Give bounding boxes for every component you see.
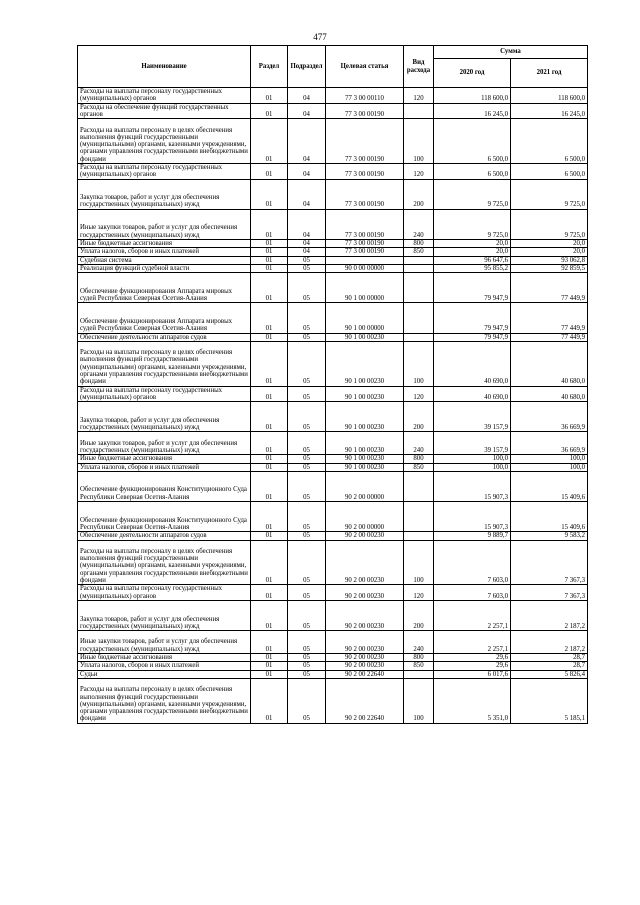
row-sum-2021-cell: 16 245,0 xyxy=(511,103,588,119)
row-name-cell: Судьи xyxy=(78,670,251,678)
row-expense-type-cell: 800 xyxy=(404,239,434,247)
row-expense-type-cell xyxy=(404,333,434,341)
row-sum-2021-cell: 20,0 xyxy=(511,239,588,247)
table-row xyxy=(78,654,588,662)
row-target-cell: 90 2 00 00230 xyxy=(326,631,404,654)
table-row xyxy=(78,631,588,654)
row-name-cell: Расходы на выплаты персоналу в целях обеспечения выполнения функций государственными (муниципальными) органами, казенными учреждениями, органами управления государственными внебюджетными фондами xyxy=(78,341,251,386)
header-expense-type: Вид расхода xyxy=(404,46,434,88)
row-sum-2021-cell: 6 500,0 xyxy=(511,119,588,164)
row-sum-2021-cell: 28,7 xyxy=(511,654,588,662)
table-row xyxy=(78,119,588,164)
row-sum-2020-cell: 9 889,7 xyxy=(434,532,511,540)
row-podrazdel-cell: 05 xyxy=(288,662,326,670)
header-year-2021: 2021 год xyxy=(511,59,588,88)
row-podrazdel-cell: 04 xyxy=(288,163,326,179)
row-sum-2020-cell: 29,6 xyxy=(434,654,511,662)
row-sum-2021-cell: 5 185,1 xyxy=(511,678,588,723)
row-podrazdel-cell: 05 xyxy=(288,471,326,501)
table-row xyxy=(78,248,588,256)
row-sum-2021-cell: 77 449,9 xyxy=(511,333,588,341)
header-target-article: Целевая статья xyxy=(326,46,404,88)
row-target-cell: 90 1 00 00230 xyxy=(326,386,404,402)
row-razdel-cell: 01 xyxy=(251,471,288,501)
table-row xyxy=(78,402,588,432)
row-podrazdel-cell: 05 xyxy=(288,264,326,272)
row-sum-2021-cell: 92 859,5 xyxy=(511,264,588,272)
row-target-cell: 90 1 00 00000 xyxy=(326,273,404,303)
row-sum-2021-cell: 36 669,9 xyxy=(511,402,588,432)
row-podrazdel-cell: 05 xyxy=(288,678,326,723)
row-target-cell: 77 3 00 00110 xyxy=(326,88,404,104)
row-expense-type-cell: 100 xyxy=(404,341,434,386)
table-row xyxy=(78,103,588,119)
row-expense-type-cell xyxy=(404,532,434,540)
row-expense-type-cell: 240 xyxy=(404,432,434,455)
row-sum-2021-cell: 77 449,9 xyxy=(511,303,588,333)
row-target-cell: 90 1 00 00230 xyxy=(326,455,404,463)
table-row xyxy=(78,256,588,264)
header-podrazdel: Подраздел xyxy=(288,46,326,88)
row-sum-2020-cell: 79 947,9 xyxy=(434,303,511,333)
row-razdel-cell: 01 xyxy=(251,209,288,239)
row-sum-2021-cell: 15 409,6 xyxy=(511,471,588,501)
row-podrazdel-cell: 04 xyxy=(288,119,326,164)
row-razdel-cell: 01 xyxy=(251,264,288,272)
row-expense-type-cell: 120 xyxy=(404,386,434,402)
row-target-cell: 90 1 00 00230 xyxy=(326,463,404,471)
row-sum-2020-cell: 100,0 xyxy=(434,463,511,471)
row-razdel-cell: 01 xyxy=(251,662,288,670)
header-sum: Сумма xyxy=(434,46,588,59)
row-target-cell: 77 3 00 00190 xyxy=(326,103,404,119)
row-expense-type-cell: 100 xyxy=(404,678,434,723)
row-target-cell: 90 2 00 00000 xyxy=(326,471,404,501)
table-row xyxy=(78,600,588,630)
row-razdel-cell: 01 xyxy=(251,402,288,432)
row-target-cell: 90 1 00 00230 xyxy=(326,432,404,455)
table-row xyxy=(78,273,588,303)
row-sum-2020-cell: 39 157,9 xyxy=(434,432,511,455)
row-name-cell: Обеспечение функционирования Аппарата мировых судей Республики Северная Осетия-Алания xyxy=(78,273,251,303)
row-target-cell: 77 3 00 00190 xyxy=(326,119,404,164)
row-expense-type-cell: 120 xyxy=(404,88,434,104)
row-target-cell: 90 0 00 00000 xyxy=(326,264,404,272)
row-target-cell: 77 3 00 00190 xyxy=(326,239,404,247)
row-razdel-cell: 01 xyxy=(251,670,288,678)
row-sum-2021-cell: 40 680,0 xyxy=(511,386,588,402)
row-sum-2020-cell: 40 690,0 xyxy=(434,341,511,386)
row-name-cell: Расходы на выплаты персоналу в целях обеспечения выполнения функций государственными (муниципальными) органами, казенными учреждениями, органами управления государственными внебюджетными фондами xyxy=(78,119,251,164)
row-expense-type-cell xyxy=(404,256,434,264)
table-row xyxy=(78,303,588,333)
row-razdel-cell: 01 xyxy=(251,239,288,247)
table-body xyxy=(78,88,588,724)
row-name-cell: Обеспечение функционирования Конституционного Суда Республики Северная Осетия-Алания xyxy=(78,471,251,501)
table-row xyxy=(78,471,588,501)
row-sum-2021-cell: 2 187,2 xyxy=(511,631,588,654)
row-expense-type-cell xyxy=(404,670,434,678)
row-target-cell: 77 3 00 00190 xyxy=(326,179,404,209)
table-row xyxy=(78,455,588,463)
row-sum-2021-cell: 9 725,0 xyxy=(511,179,588,209)
row-expense-type-cell: 120 xyxy=(404,585,434,601)
row-sum-2021-cell: 6 500,0 xyxy=(511,163,588,179)
row-razdel-cell: 01 xyxy=(251,303,288,333)
table-row xyxy=(78,432,588,455)
row-name-cell: Закупка товаров, работ и услуг для обеспечения государственных (муниципальных) нужд xyxy=(78,179,251,209)
row-sum-2021-cell: 40 680,0 xyxy=(511,341,588,386)
row-razdel-cell: 01 xyxy=(251,163,288,179)
row-podrazdel-cell: 05 xyxy=(288,670,326,678)
row-razdel-cell: 01 xyxy=(251,502,288,532)
row-target-cell: 90 1 00 00230 xyxy=(326,333,404,341)
row-target-cell: 90 2 00 22640 xyxy=(326,670,404,678)
row-podrazdel-cell: 05 xyxy=(288,303,326,333)
row-razdel-cell: 01 xyxy=(251,432,288,455)
table-row xyxy=(78,585,588,601)
row-podrazdel-cell: 05 xyxy=(288,585,326,601)
table-row xyxy=(78,502,588,532)
row-sum-2020-cell: 20,0 xyxy=(434,239,511,247)
header-name: Наименование xyxy=(78,46,251,88)
row-target-cell: 90 2 00 00230 xyxy=(326,600,404,630)
row-podrazdel-cell: 05 xyxy=(288,455,326,463)
table-row xyxy=(78,678,588,723)
row-expense-type-cell: 200 xyxy=(404,402,434,432)
table-row xyxy=(78,179,588,209)
row-razdel-cell: 01 xyxy=(251,455,288,463)
row-razdel-cell: 01 xyxy=(251,256,288,264)
row-podrazdel-cell: 05 xyxy=(288,432,326,455)
row-name-cell: Иные закупки товаров, работ и услуг для обеспечения государственных (муниципальных) нужд xyxy=(78,432,251,455)
row-target-cell: 90 1 00 00000 xyxy=(326,303,404,333)
row-sum-2020-cell: 79 947,9 xyxy=(434,333,511,341)
row-sum-2020-cell: 96 647,6 xyxy=(434,256,511,264)
row-razdel-cell: 01 xyxy=(251,654,288,662)
table-row xyxy=(78,670,588,678)
row-sum-2021-cell: 93 062,8 xyxy=(511,256,588,264)
row-name-cell: Расходы на выплаты персоналу в целях обеспечения выполнения функций государственными (муниципальными) органами, казенными учреждениями, органами управления государственными внебюджетными фондами xyxy=(78,540,251,585)
row-sum-2020-cell: 7 603,0 xyxy=(434,540,511,585)
row-sum-2021-cell: 118 600,0 xyxy=(511,88,588,104)
row-name-cell: Иные бюджетные ассигнования xyxy=(78,654,251,662)
row-razdel-cell: 01 xyxy=(251,532,288,540)
row-name-cell: Расходы на обеспечение функций государственных органов xyxy=(78,103,251,119)
row-podrazdel-cell: 04 xyxy=(288,248,326,256)
row-sum-2021-cell: 9 583,2 xyxy=(511,532,588,540)
row-podrazdel-cell: 05 xyxy=(288,333,326,341)
row-expense-type-cell: 800 xyxy=(404,455,434,463)
row-expense-type-cell xyxy=(404,273,434,303)
row-sum-2020-cell: 5 351,0 xyxy=(434,678,511,723)
row-name-cell: Иные закупки товаров, работ и услуг для обеспечения государственных (муниципальных) нужд xyxy=(78,209,251,239)
row-expense-type-cell: 850 xyxy=(404,248,434,256)
table-row xyxy=(78,386,588,402)
row-razdel-cell: 01 xyxy=(251,600,288,630)
row-sum-2020-cell: 2 257,1 xyxy=(434,600,511,630)
row-expense-type-cell: 120 xyxy=(404,163,434,179)
row-sum-2021-cell: 100,0 xyxy=(511,463,588,471)
budget-table xyxy=(77,45,588,724)
row-razdel-cell: 01 xyxy=(251,678,288,723)
header-razdel: Раздел xyxy=(251,46,288,88)
row-name-cell: Уплата налогов, сборов и иных платежей xyxy=(78,248,251,256)
row-sum-2020-cell: 6 500,0 xyxy=(434,163,511,179)
row-expense-type-cell xyxy=(404,471,434,501)
row-expense-type-cell: 100 xyxy=(404,540,434,585)
row-name-cell: Реализация функций судебной власти xyxy=(78,264,251,272)
row-razdel-cell: 01 xyxy=(251,248,288,256)
row-podrazdel-cell: 05 xyxy=(288,532,326,540)
row-target-cell: 77 3 00 00190 xyxy=(326,248,404,256)
row-expense-type-cell: 240 xyxy=(404,209,434,239)
row-razdel-cell: 01 xyxy=(251,463,288,471)
row-target-cell: 90 2 00 00230 xyxy=(326,532,404,540)
row-target-cell: 77 3 00 00190 xyxy=(326,209,404,239)
row-name-cell: Расходы на выплаты персоналу государственных (муниципальных) органов xyxy=(78,88,251,104)
row-target-cell: 90 2 00 00230 xyxy=(326,654,404,662)
row-expense-type-cell xyxy=(404,502,434,532)
row-podrazdel-cell: 05 xyxy=(288,654,326,662)
table-row xyxy=(78,333,588,341)
row-expense-type-cell xyxy=(404,303,434,333)
row-sum-2021-cell: 5 826,4 xyxy=(511,670,588,678)
row-name-cell: Закупка товаров, работ и услуг для обеспечения государственных (муниципальных) нужд xyxy=(78,402,251,432)
row-name-cell: Обеспечение деятельности аппаратов судов xyxy=(78,532,251,540)
row-target-cell: 90 2 00 00000 xyxy=(326,502,404,532)
row-name-cell: Расходы на выплаты персоналу государственных (муниципальных) органов xyxy=(78,585,251,601)
row-sum-2020-cell: 39 157,9 xyxy=(434,402,511,432)
row-name-cell: Обеспечение функционирования Аппарата мировых судей Республики Северная Осетия-Алания xyxy=(78,303,251,333)
row-sum-2020-cell: 79 947,9 xyxy=(434,273,511,303)
table-row xyxy=(78,341,588,386)
row-name-cell: Обеспечение функционирования Конституционного Суда Республики Северная Осетия-Алания xyxy=(78,502,251,532)
row-expense-type-cell xyxy=(404,103,434,119)
row-target-cell xyxy=(326,256,404,264)
row-podrazdel-cell: 05 xyxy=(288,540,326,585)
row-podrazdel-cell: 05 xyxy=(288,463,326,471)
row-name-cell: Иные бюджетные ассигнования xyxy=(78,455,251,463)
row-podrazdel-cell: 05 xyxy=(288,273,326,303)
row-expense-type-cell xyxy=(404,264,434,272)
page-number: 477 xyxy=(313,32,327,42)
row-expense-type-cell: 200 xyxy=(404,600,434,630)
table-row xyxy=(78,88,588,104)
row-razdel-cell: 01 xyxy=(251,119,288,164)
row-target-cell: 90 1 00 00230 xyxy=(326,402,404,432)
row-target-cell: 90 2 00 00230 xyxy=(326,662,404,670)
row-razdel-cell: 01 xyxy=(251,341,288,386)
row-podrazdel-cell: 05 xyxy=(288,600,326,630)
row-razdel-cell: 01 xyxy=(251,631,288,654)
row-podrazdel-cell: 04 xyxy=(288,239,326,247)
row-sum-2020-cell: 40 690,0 xyxy=(434,386,511,402)
row-target-cell: 90 2 00 00230 xyxy=(326,540,404,585)
row-sum-2020-cell: 9 725,0 xyxy=(434,179,511,209)
row-name-cell: Расходы на выплаты персоналу в целях обеспечения выполнения функций государственными (муниципальными) органами, казенными учреждениями, органами управления государственными внебюджетными фондами xyxy=(78,678,251,723)
row-target-cell: 90 1 00 00230 xyxy=(326,341,404,386)
table-row xyxy=(78,209,588,239)
row-razdel-cell: 01 xyxy=(251,333,288,341)
row-sum-2020-cell: 6 017,6 xyxy=(434,670,511,678)
row-name-cell: Расходы на выплаты персоналу государственных (муниципальных) органов xyxy=(78,386,251,402)
row-razdel-cell: 01 xyxy=(251,386,288,402)
table-row xyxy=(78,540,588,585)
row-expense-type-cell: 240 xyxy=(404,631,434,654)
row-name-cell: Расходы на выплаты персоналу государственных (муниципальных) органов xyxy=(78,163,251,179)
table-row xyxy=(78,264,588,272)
table-row xyxy=(78,463,588,471)
row-sum-2021-cell: 15 409,6 xyxy=(511,502,588,532)
row-target-cell: 90 2 00 22640 xyxy=(326,678,404,723)
row-sum-2021-cell: 28,7 xyxy=(511,662,588,670)
header-year-2020: 2020 год xyxy=(434,59,511,88)
row-podrazdel-cell: 04 xyxy=(288,103,326,119)
row-razdel-cell: 01 xyxy=(251,179,288,209)
row-podrazdel-cell: 05 xyxy=(288,341,326,386)
row-expense-type-cell: 850 xyxy=(404,463,434,471)
row-sum-2020-cell: 29,6 xyxy=(434,662,511,670)
row-podrazdel-cell: 04 xyxy=(288,209,326,239)
row-sum-2020-cell: 118 600,0 xyxy=(434,88,511,104)
row-sum-2020-cell: 95 855,2 xyxy=(434,264,511,272)
row-razdel-cell: 01 xyxy=(251,540,288,585)
row-sum-2020-cell: 6 500,0 xyxy=(434,119,511,164)
row-sum-2020-cell: 9 725,0 xyxy=(434,209,511,239)
row-podrazdel-cell: 04 xyxy=(288,179,326,209)
row-name-cell: Судебная система xyxy=(78,256,251,264)
row-name-cell: Уплата налогов, сборов и иных платежей xyxy=(78,463,251,471)
row-target-cell: 77 3 00 00190 xyxy=(326,163,404,179)
row-expense-type-cell: 200 xyxy=(404,179,434,209)
row-sum-2021-cell: 9 725,0 xyxy=(511,209,588,239)
row-expense-type-cell: 100 xyxy=(404,119,434,164)
table-row xyxy=(78,662,588,670)
row-razdel-cell: 01 xyxy=(251,585,288,601)
row-name-cell: Иные бюджетные ассигнования xyxy=(78,239,251,247)
row-podrazdel-cell: 05 xyxy=(288,631,326,654)
row-sum-2020-cell: 2 257,1 xyxy=(434,631,511,654)
row-sum-2021-cell: 36 669,9 xyxy=(511,432,588,455)
row-sum-2021-cell: 7 367,3 xyxy=(511,540,588,585)
row-sum-2021-cell: 7 367,3 xyxy=(511,585,588,601)
table-row xyxy=(78,239,588,247)
row-razdel-cell: 01 xyxy=(251,103,288,119)
row-sum-2020-cell: 20,0 xyxy=(434,248,511,256)
row-target-cell: 90 2 00 00230 xyxy=(326,585,404,601)
row-name-cell: Обеспечение деятельности аппаратов судов xyxy=(78,333,251,341)
row-razdel-cell: 01 xyxy=(251,273,288,303)
row-razdel-cell: 01 xyxy=(251,88,288,104)
row-sum-2020-cell: 7 603,0 xyxy=(434,585,511,601)
table-row xyxy=(78,163,588,179)
row-expense-type-cell: 800 xyxy=(404,654,434,662)
row-name-cell: Уплата налогов, сборов и иных платежей xyxy=(78,662,251,670)
row-podrazdel-cell: 05 xyxy=(288,502,326,532)
row-podrazdel-cell: 05 xyxy=(288,256,326,264)
row-sum-2021-cell: 77 449,9 xyxy=(511,273,588,303)
row-podrazdel-cell: 05 xyxy=(288,402,326,432)
row-name-cell: Закупка товаров, работ и услуг для обеспечения государственных (муниципальных) нужд xyxy=(78,600,251,630)
row-podrazdel-cell: 05 xyxy=(288,386,326,402)
row-sum-2021-cell: 100,0 xyxy=(511,455,588,463)
row-podrazdel-cell: 04 xyxy=(288,88,326,104)
row-sum-2020-cell: 15 907,3 xyxy=(434,471,511,501)
row-sum-2021-cell: 2 187,2 xyxy=(511,600,588,630)
row-sum-2021-cell: 20,0 xyxy=(511,248,588,256)
row-sum-2020-cell: 16 245,0 xyxy=(434,103,511,119)
row-sum-2020-cell: 100,0 xyxy=(434,455,511,463)
row-name-cell: Иные закупки товаров, работ и услуг для обеспечения государственных (муниципальных) нужд xyxy=(78,631,251,654)
table-row xyxy=(78,532,588,540)
row-sum-2020-cell: 15 907,3 xyxy=(434,502,511,532)
row-expense-type-cell: 850 xyxy=(404,662,434,670)
